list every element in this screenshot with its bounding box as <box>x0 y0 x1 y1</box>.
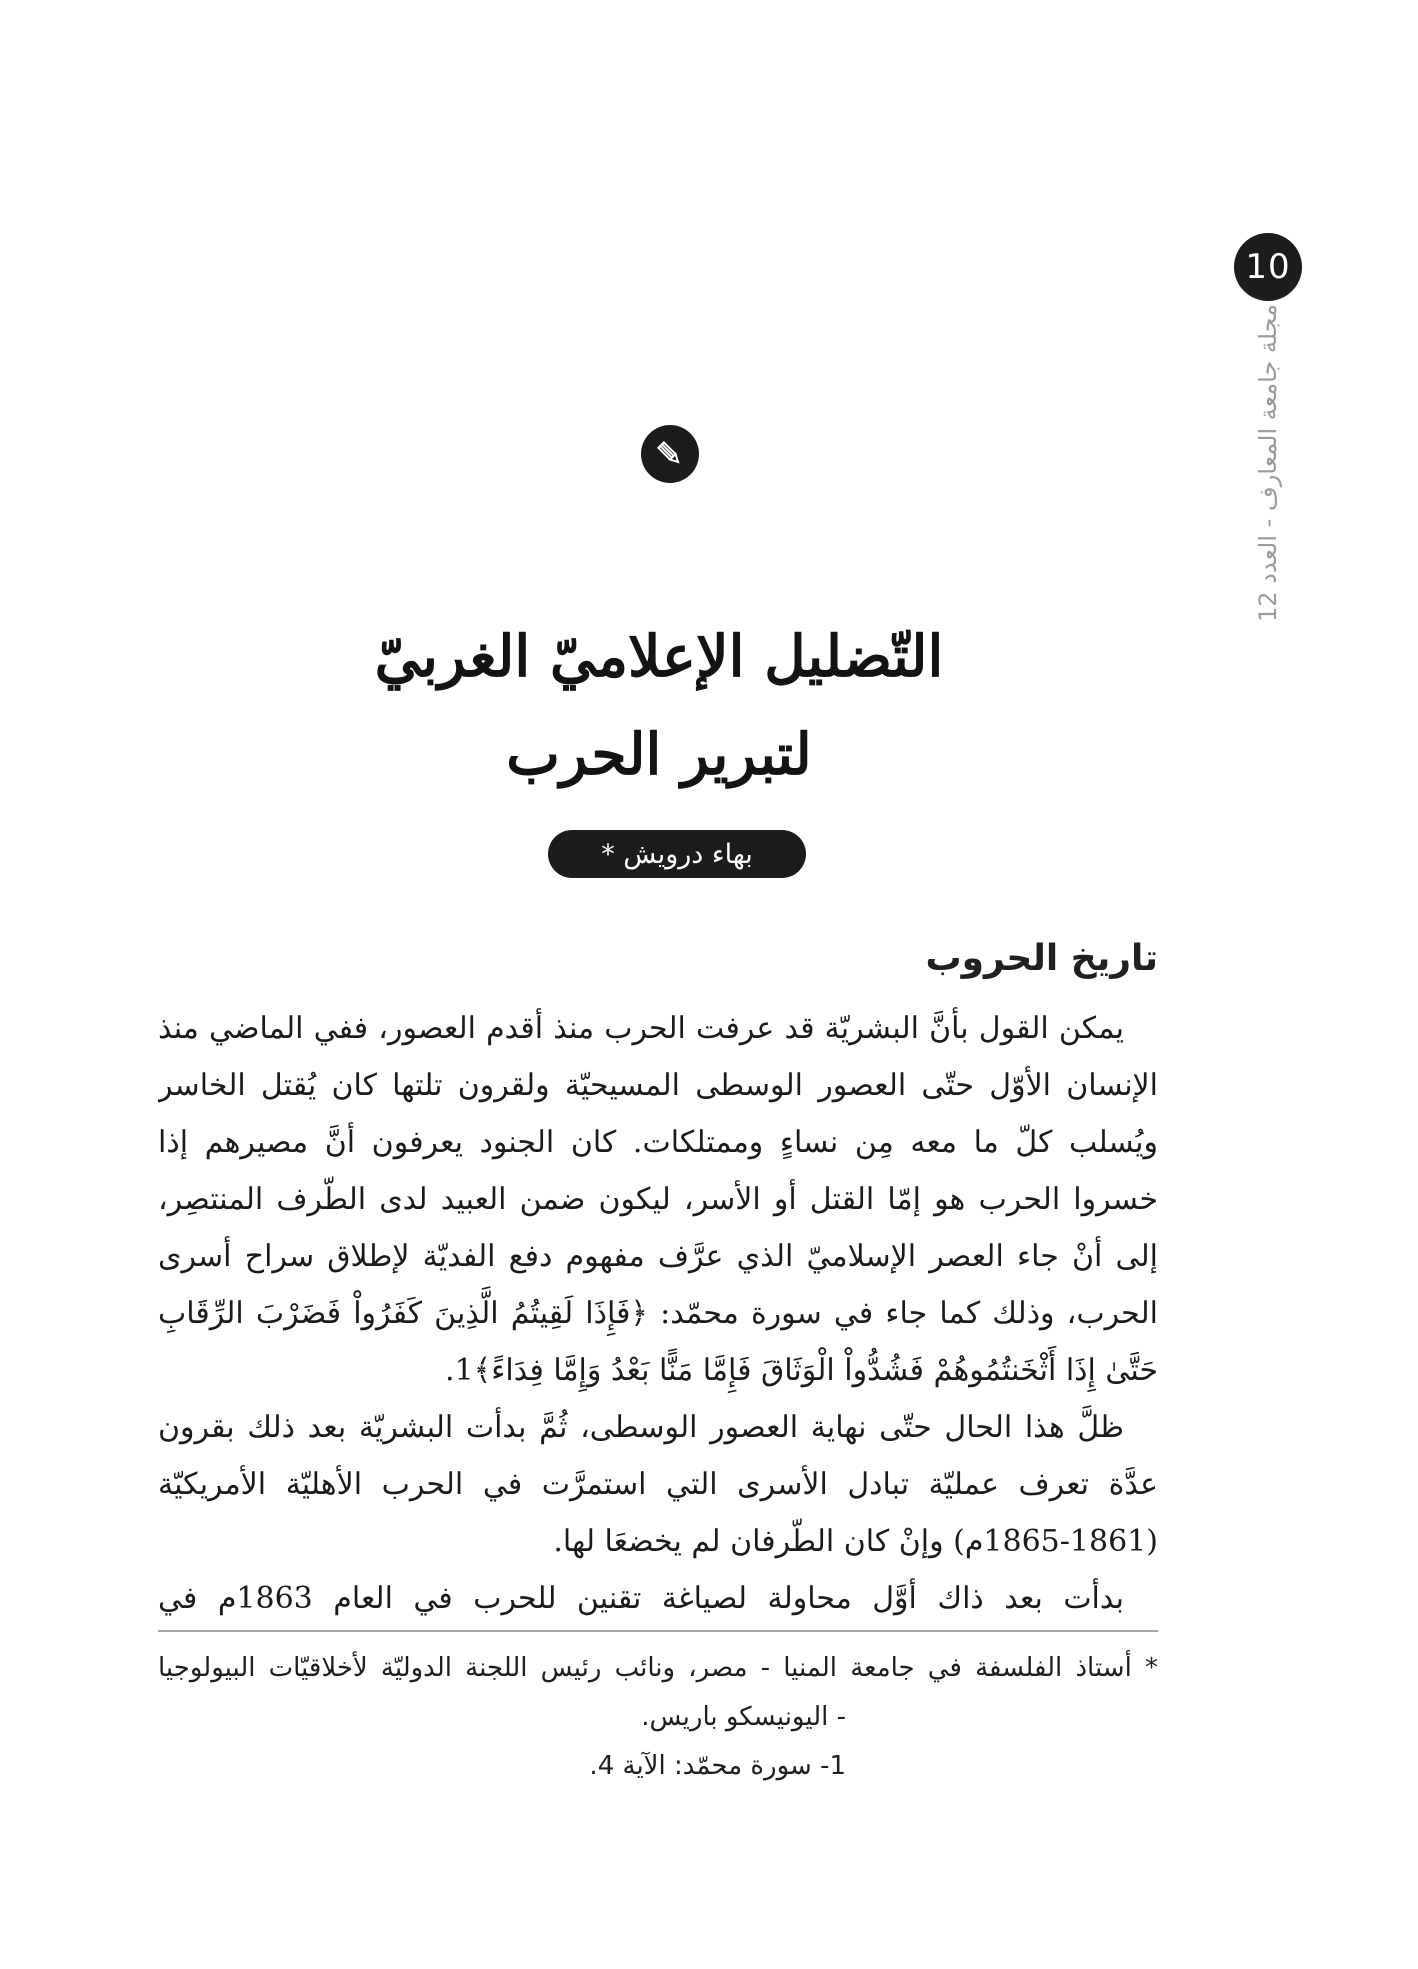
footnote-rule <box>158 1630 1158 1632</box>
page-number-badge <box>1234 233 1302 301</box>
author-pill <box>548 830 806 878</box>
footnotes <box>158 1644 1158 1791</box>
footnote-affiliation-line1: * أستاذ الفلسفة في جامعة المنيا - مصر، ونائب رئيس اللجنة الدوليّة لأخلاقيّات البيولوجيا <box>158 1653 1158 1683</box>
paragraph: ظلَّ هذا الحال حتّى نهاية العصور الوسطى، ثُمَّ بدأت البشريّة بعد ذلك بقرون عدَّة تعرف عمليّة تبادل الأسرى التي استمرَّت في الحرب الأهليّة الأمريكيّة (1861-1865م) وإنْ كان الطّرفان لم يخضعَا لها. <box>158 1410 1158 1559</box>
article-title-line2: لتبرير الحرب <box>506 721 812 788</box>
pencil-badge <box>641 425 699 483</box>
paragraph: يمكن القول بأنَّ البشريّة قد عرفت الحرب منذ أقدم العصور، ففي الماضي منذ الإنسان الأوّل حتّى العصور الوسطى المسيحيّة ولقرون تلتها كان يُقتل الخاسر ويُسلب كلّ ما معه مِن نساءٍ وممتلكات. كان الجنود يعرفون أنَّ مصيرهم إذا خسروا الحرب هو إمّا القتل أو الأسر، ليكون ضمن العبيد لدى الطّرف المنتصِر، إلى أنْ جاء العصر الإسلاميّ الذي عرَّف مفهوم دفع الفديّة لإطلاق سراح أسرى الحرب، وذلك كما جاء في سورة محمّد: ﴿فَإِذَا لَقِيتُمُ الَّذِينَ كَفَرُواْ فَضَرْبَ الرِّقَابِ حَتَّىٰ إِذَا أَثْخَنتُمُوهُمْ فَشُدُّواْ الْوَثَاقَ فَإِمَّا مَنًّا بَعْدُ وَإِمَّا فِدَاءً﴾1. <box>158 1011 1158 1388</box>
section-heading: تاريخ الحروب <box>925 938 1158 979</box>
article-title <box>209 608 1109 804</box>
article-body <box>158 1000 1158 1625</box>
paragraph: بدأت بعد ذاك أوَّل محاولة لصياغة تقنين للحرب في العام 1863م في <box>158 1581 1124 1616</box>
footnote-affiliation-line2: - اليونيسكو باريس. <box>641 1702 846 1732</box>
pencil-icon <box>652 436 688 472</box>
author-name: بهاء درويش * <box>601 838 753 870</box>
article-title-line1: التّضليل الإعلاميّ الغربيّ <box>374 623 944 690</box>
page-number: 10 <box>1245 247 1291 287</box>
journal-spine-text: مجلة جامعة المعارف - العدد 12 <box>1254 303 1282 623</box>
footnote-source: 1- سورة محمّد: الآية 4. <box>589 1751 846 1781</box>
